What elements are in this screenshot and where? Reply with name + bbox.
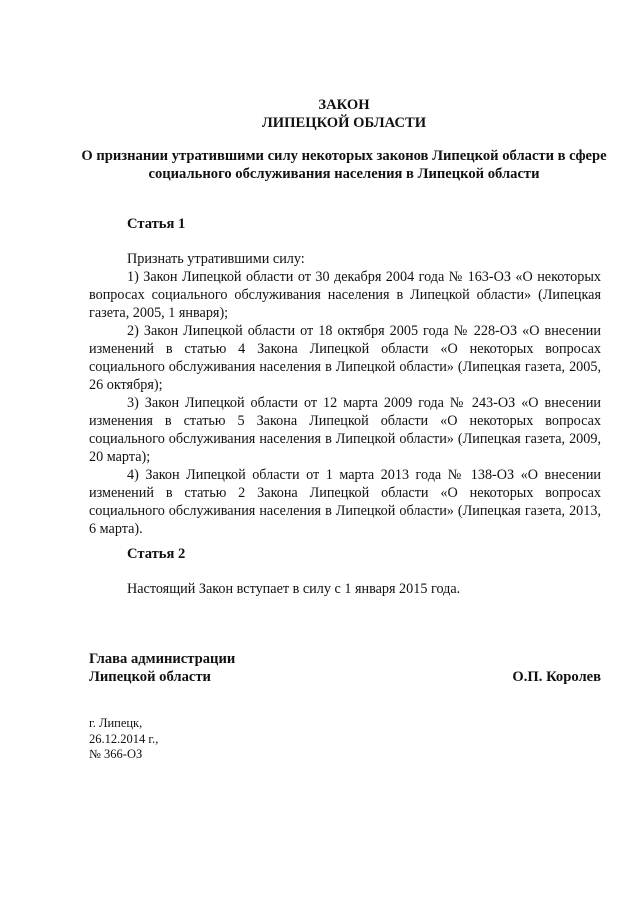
article-1-body [89,250,601,538]
signatory-position-line-1: Глава администрации [89,651,236,667]
article-1-heading: Статья 1 [127,216,186,232]
article-1-intro: Признать утратившими силу: [127,251,305,267]
law-header [0,96,640,132]
article-1-item-2: 2) Закон Липецкой области от 18 октября 2005 года № 228-ОЗ «О внесении изменений в статью 4 Закона Липецкой области «О некоторых вопросах социального обслуживания населения в Липецкой области» (Липецкая газета, 2005, 26 октября); [89,323,601,393]
signature-block [89,650,601,686]
footer-city: г. Липецк, [89,716,143,730]
law-title: О признании утратившими силу некоторых законов Липецкой области в сфере социального обслуживания населения в Липецкой области [81,148,607,182]
article-1-item-3: 3) Закон Липецкой области от 12 марта 2009 года № 243-ОЗ «О внесении изменения в статью 5 Закона Липецкой области «О некоторых вопросах социального обслуживания населения в Липецкой области» (Липецкая газета, 2009, 20 марта); [89,395,601,465]
article-2-text: Настоящий Закон вступает в силу с 1 января 2015 года. [127,581,461,597]
signatory-position-line-2: Липецкой области [89,669,211,685]
article-1-item-1: 1) Закон Липецкой области от 30 декабря 2004 года № 163-ОЗ «О некоторых вопросах социального обслуживания населения в Липецкой области» (Липецкая газета, 2005, 1 января); [89,269,601,321]
document-footer [89,716,158,763]
article-2-heading: Статья 2 [127,546,186,562]
article-2-body [89,580,601,598]
signatory-name: О.П. Королев [512,669,601,685]
law-type: ЗАКОН [318,97,370,113]
footer-number: № 366-ОЗ [89,747,143,761]
law-region: ЛИПЕЦКОЙ ОБЛАСТИ [261,115,427,131]
footer-date: 26.12.2014 г., [89,731,159,746]
article-1-item-4: 4) Закон Липецкой области от 1 марта 2013 года № 138-ОЗ «О внесении изменений в статью 2 Закона Липецкой области «О некоторых вопросах социального обслуживания населения в Липецкой области» (Липецкая газета, 2013, 6 марта). [89,467,601,537]
